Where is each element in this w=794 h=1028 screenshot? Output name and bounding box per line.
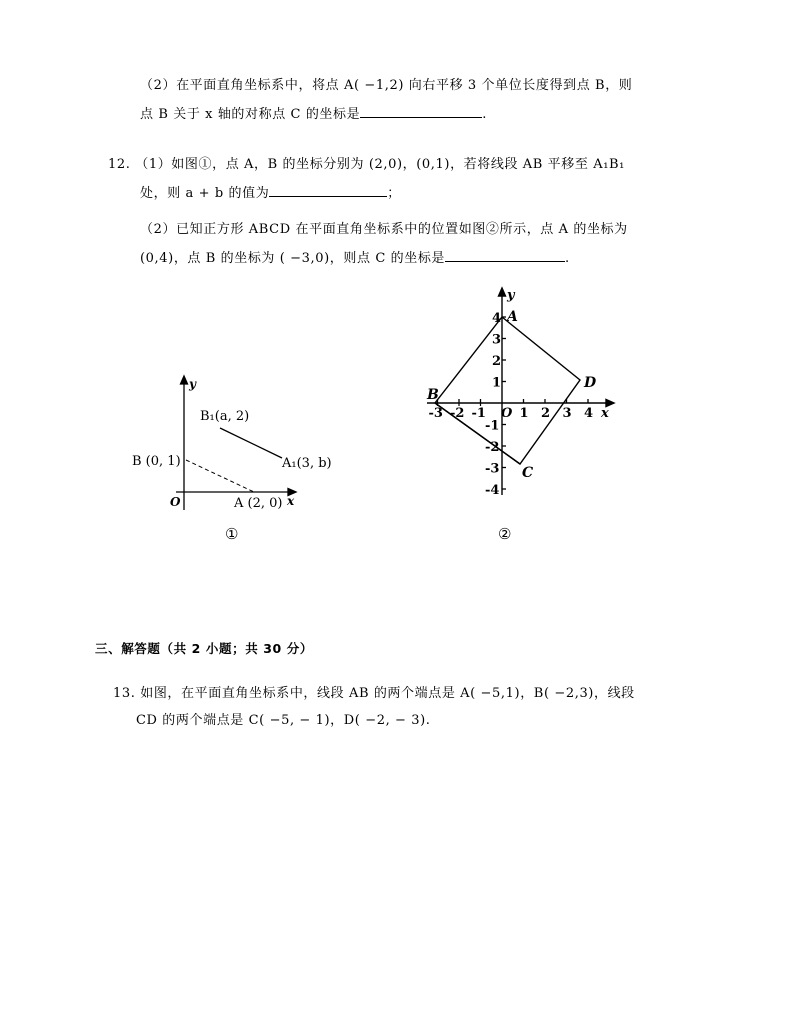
y-tick-label: -1 — [485, 418, 500, 434]
figure1-label-A: A (2, 0) — [234, 496, 283, 511]
answer-blank[interactable] — [445, 248, 565, 262]
q13-number: 13. — [113, 686, 136, 701]
q12-part1-line1 — [108, 156, 625, 174]
q12-part2-line1: （2）已知正方形 ABCD 在平面直角坐标系中的位置如图②所示，点 A 的坐标为 — [140, 222, 628, 237]
figure1-label-B: B (0, 1) — [132, 454, 181, 469]
segment-A1B1 — [220, 428, 282, 458]
square-ABCD — [435, 317, 580, 464]
semicolon: ； — [387, 186, 401, 201]
section3-heading: 三、解答题（共 2 小题；共 30 分） — [95, 641, 314, 656]
figure1-label-B1: B₁(a, 2) — [200, 409, 250, 424]
y-tick-label: 2 — [492, 354, 502, 369]
figure1-label-O: O — [170, 495, 181, 509]
q13-line1-text: 如图，在平面直角坐标系中，线段 AB 的两个端点是 A( −5,1)，B( −2,3)，线段 — [140, 686, 635, 701]
y-tick-label: -4 — [485, 483, 500, 498]
y-tick-label: -3 — [485, 461, 500, 477]
x-tick-label: 2 — [541, 406, 551, 421]
q13-line1 — [113, 685, 635, 703]
q11-part2-line2: 点 B 关于 x 轴的对称点 C 的坐标是 . — [140, 104, 487, 124]
y-tick-label: 3 — [492, 332, 502, 348]
answer-blank[interactable] — [269, 183, 387, 197]
q12-number: 12. — [108, 157, 131, 172]
q13-line2: CD 的两个端点是 C( −5, − 1)，D( −2, − 3). — [136, 713, 431, 728]
figure1-label-y: y — [189, 377, 196, 391]
figure1-label-A1: A₁(3, b) — [282, 456, 332, 471]
x-tick-label: 1 — [519, 406, 529, 421]
figure-1 — [120, 370, 332, 520]
figure1-caption: ① — [225, 525, 239, 543]
y-tick-label: 1 — [492, 375, 502, 391]
q12-part1-line2 — [140, 183, 401, 203]
figure2-caption: ② — [498, 525, 512, 543]
x-tick-label: -2 — [450, 406, 465, 421]
q12-part1-line2-text: 处，则 a + b 的值为 — [140, 186, 270, 201]
q11-part2-line2-text: 点 B 关于 x 轴的对称点 C 的坐标是 — [140, 107, 361, 122]
x-tick-label: 4 — [584, 406, 594, 421]
y-tick-label: 4 — [492, 311, 502, 326]
figure2-label-y: y — [507, 288, 515, 303]
figure2-label-C: C — [522, 465, 534, 481]
figure2-label-x: x — [601, 406, 609, 421]
answer-blank[interactable] — [360, 104, 482, 118]
figure2-label-D: D — [584, 375, 597, 391]
period: . — [565, 251, 570, 266]
figure1-label-x: x — [287, 494, 295, 508]
figure-2 — [415, 283, 620, 503]
figure2-y-tick-labels — [485, 311, 501, 498]
q12-part2-line2 — [140, 248, 570, 268]
figure2-label-O: O — [501, 406, 513, 421]
figure2-label-B: B — [427, 387, 439, 403]
y-tick-label: -2 — [485, 440, 500, 455]
q12-part1-text: （1）如图①，点 A，B 的坐标分别为 (2,0)，(0,1)，若将线段 AB 平移至 A₁B₁ — [135, 157, 625, 172]
figure2-label-A: A — [507, 309, 518, 325]
x-tick-label: 3 — [562, 406, 572, 421]
q11-part2-line1: （2）在平面直角坐标系中，将点 A( −1,2) 向右平移 3 个单位长度得到点 B，则 — [140, 78, 633, 93]
x-tick-label: -1 — [471, 406, 486, 421]
q12-part2-line2-text: (0,4)，点 B 的坐标为 ( −3,0)，则点 C 的坐标是 — [140, 251, 446, 266]
segment-AB — [186, 460, 254, 492]
x-tick-label: -3 — [428, 406, 443, 421]
figure1-axes — [176, 376, 296, 510]
